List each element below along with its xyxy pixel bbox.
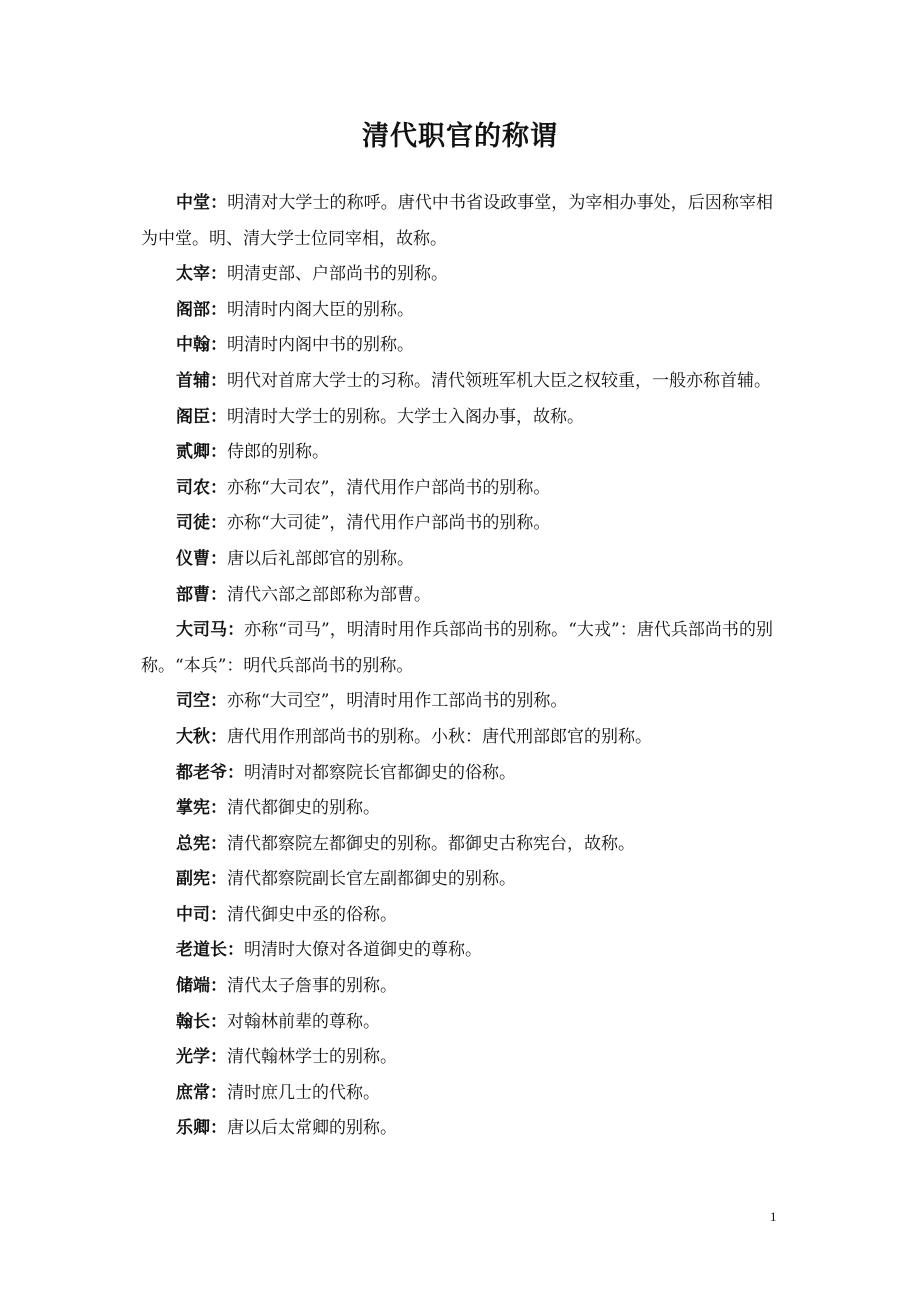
entry-term: 大秋： [176,726,227,747]
entry [141,1005,773,1041]
entry-term: 乐卿： [176,1118,227,1139]
entry-description: 唐以后礼部郎官的别称。 [227,548,414,569]
entry-term: 储端： [176,976,227,997]
entry [141,827,773,863]
entry-description: 亦称“司马”，明清时用作兵部尚书的别称。“大戎”：唐代兵部尚书的别称。“本兵”：明代兵部尚书的别称。 [141,620,774,676]
entry-description: 清时庶几士的代称。 [227,1082,380,1103]
entry [141,862,773,898]
entry-term: 掌宪： [176,798,227,819]
entry-term: 阁部： [176,299,227,320]
entry-term: 首辅： [176,370,227,391]
entry-description: 清代御史中丞的俗称。 [227,904,397,925]
entry [141,400,773,436]
entry [141,791,773,827]
entry-description: 清代太子詹事的别称。 [227,976,397,997]
entry-description: 亦称“大司农”，清代用作户部尚书的别称。 [227,477,551,498]
entry [141,293,773,329]
entry-term: 总宪： [176,833,227,854]
entry-description: 明清时大学士的别称。大学士入阁办事，故称。 [227,406,584,427]
entry-term: 仪曹： [176,548,227,569]
entry-term: 翰长： [176,1011,227,1032]
entry-term: 大司马： [176,620,245,641]
entry-description: 明清对大学士的称呼。唐代中书省设政事堂，为宰相办事处，后因称宰相为中堂。明、清大学士位同宰相，故称。 [141,193,774,249]
entry [141,435,773,471]
entry-description: 清代六部之部郎称为部曹。 [227,584,431,605]
entry [141,898,773,934]
entry [141,684,773,720]
entry-term: 司空： [176,691,227,712]
entry-description: 清代都察院副长官左副都御史的别称。 [227,869,516,890]
entry-description: 唐代用作刑部尚书的别称。小秋：唐代刑部郎官的别称。 [227,726,652,747]
entry-term: 司农： [176,477,227,498]
entry [141,969,773,1005]
entry-term: 中翰： [176,335,227,356]
entry-term: 庶常： [176,1082,227,1103]
entry-description: 亦称“大司徒”，清代用作户部尚书的别称。 [227,513,551,534]
entry-description: 明清时内阁大臣的别称。 [227,299,414,320]
entry [141,257,773,293]
entry [141,1076,773,1112]
entry-term: 太宰： [176,264,227,285]
entry [141,186,773,257]
entry-term: 光学： [176,1047,227,1068]
entry-description: 明清吏部、户部尚书的别称。 [227,264,448,285]
entry [141,613,773,684]
entry-description: 侍郎的别称。 [227,442,329,463]
entry-term: 都老爷： [176,762,244,783]
entry-description: 清代都察院左都御史的别称。都御史古称宪台，故称。 [227,833,635,854]
entry-description: 对翰林前辈的尊称。 [227,1011,380,1032]
entry-description: 亦称“大司空”，明清时用作工部尚书的别称。 [227,691,568,712]
entry-term: 贰卿： [176,442,227,463]
entry [141,720,773,756]
entry [141,506,773,542]
entry-term: 中司： [176,904,227,925]
entry-term: 中堂： [176,193,228,213]
entry [141,542,773,578]
page-title: 清代职官的称谓 [362,121,558,152]
entry [141,471,773,507]
entry-term: 副宪： [176,869,227,890]
entry [141,1111,773,1147]
entry-description: 明清时大僚对各道御史的尊称。 [244,940,482,961]
entry-description: 唐以后太常卿的别称。 [227,1118,397,1139]
entry-term: 司徒： [176,513,227,534]
page-number: 1 [770,1209,777,1224]
entry-term: 部曹： [176,584,227,605]
entry-term: 老道长： [176,940,244,961]
entry [141,578,773,614]
entry [141,1040,773,1076]
entry-description: 明清时对都察院长官都御史的俗称。 [244,762,516,783]
entry-list [141,186,773,1147]
entry-description: 清代都御史的别称。 [227,798,380,819]
entry-description: 明代对首席大学士的习称。清代领班军机大臣之权较重，一般亦称首辅。 [227,370,771,391]
entry [141,328,773,364]
entry-term: 阁臣： [176,406,227,427]
entry [141,756,773,792]
entry [141,933,773,969]
entry-description: 明清时内阁中书的别称。 [227,335,414,356]
entry [141,364,773,400]
entry-description: 清代翰林学士的别称。 [227,1047,397,1068]
